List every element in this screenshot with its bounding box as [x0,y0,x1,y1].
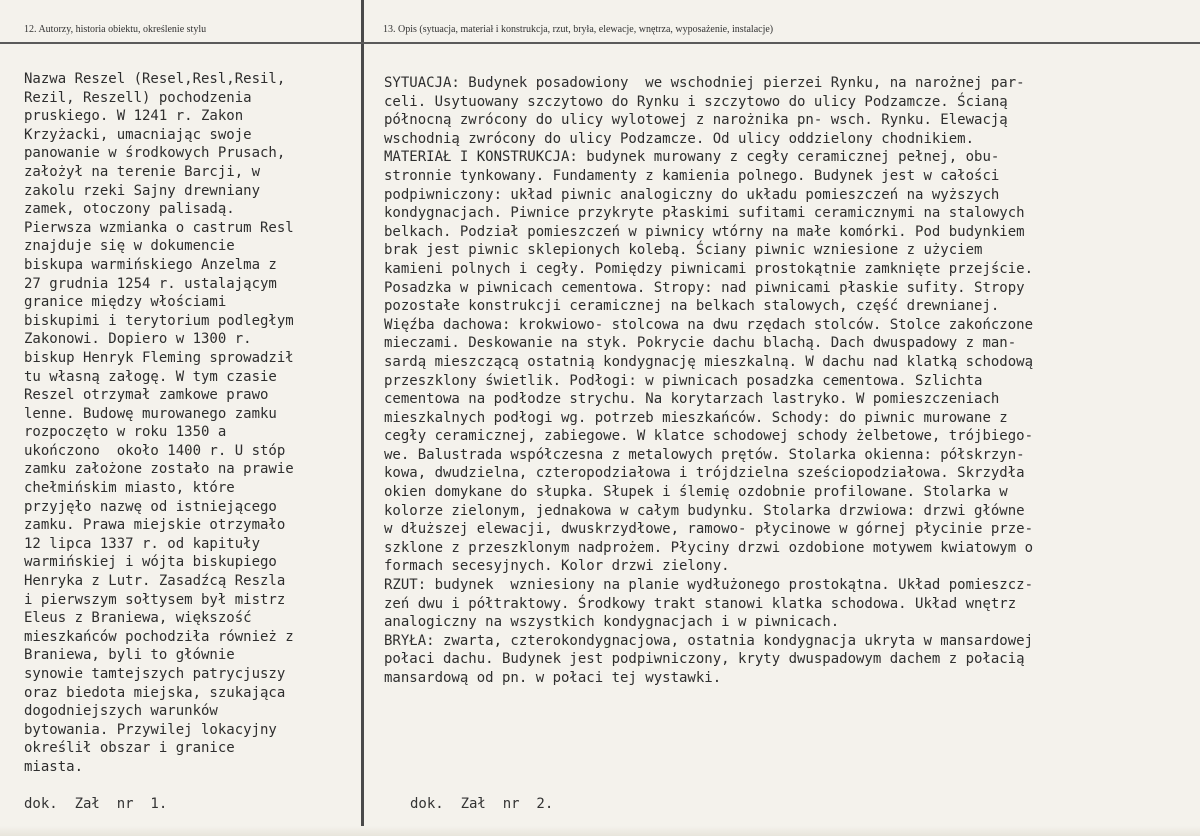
text-line: bytowania. Przywilej lokacyjny [24,721,277,738]
text-line: RZUT: budynek wzniesiony na planie wydłużonego prostokątna. Układ pomieszcz- [384,577,1034,594]
text-line: biskupimi i terytorium podległym [24,312,294,329]
text-line: granice między włościami [24,294,227,311]
section-13-header: 13. Opis (sytuacja, materiał i konstrukcja, rzut, bryła, elewacje, wnętrza, wyposażenie, instalacje) [383,24,774,35]
text-line: stronnie tynkowany. Fundamenty z kamienia polnego. Budynek jest w całości [384,167,1000,184]
text-line: biskupa warmińskiego Anzelma z [24,256,277,273]
text-line: okien domykane do słupka. Słupek i ślemię ozdobnie profilowane. Stolarka w [384,484,1008,501]
text-line: założył na terenie Barcji, w [24,163,261,180]
text-line: miasta. [24,758,84,775]
text-line: 12 lipca 1337 r. od kapituły [24,535,261,552]
text-line: północną zwrócony do ulicy wylotowej z narożnika pn- wsch. Rynku. Elewacją [384,112,1008,129]
attachment-ref-2: dok. Zał nr 2. [410,796,554,812]
text-line: Nazwa Reszel (Resel,Resl,Resil, [24,71,286,87]
text-line: MATERIAŁ I KONSTRUKCJA: budynek murowany z cegły ceramicznej pełnej, obu- [384,149,1000,166]
text-line: cegły ceramicznej, zabiegowe. W klatce schodowej schody żelbetowe, trójbiego- [384,428,1034,445]
text-line: przeszklony świetlik. Podłogi: w piwnicach posadzka cementowa. Szlichta [384,372,983,389]
text-line: mieszkańców pochodziła również z [24,628,294,645]
text-line: zamku. Prawa miejskie otrzymało [24,517,286,534]
text-line: tu własną załogę. W tym czasie [24,368,277,385]
text-line: warmińskiej i wójta biskupiego [24,554,277,571]
text-line: rozpoczęto w roku 1350 a [24,424,227,441]
text-line: mieszkalnych podłogi wg. potrzeb mieszkańców. Schody: do piwnic murowane z [384,409,1008,426]
text-line: Eleus z Braniewa, większość [24,610,252,627]
text-line: 27 grudnia 1254 r. ustalającym [24,275,277,292]
text-line: mansardową od pn. w połaci tej wystawki. [384,670,722,686]
text-line: formach secesyjnych. Kolor drzwi zielony. [384,558,730,575]
text-line: Pierwsza wzmianka o castrum Resl [24,219,294,236]
text-line: mieczami. Deskowanie na styk. Pokrycie dachu blachą. Dach dwuspadowy z man- [384,335,1017,352]
text-line: w dłuższej elewacji, dwuskrzydłowe, ramowo- płycinowe w górnej płycinie prze- [384,521,1034,538]
text-line: kondygnacjach. Piwnice przykryte płaskimi sufitami ceramicznymi na stalowych [384,205,1025,222]
text-line: Braniewa, byli to głównie [24,647,235,664]
text-line: kamieni polnych i cegły. Pomiędzy piwnicami prostokątnie zamknięte przejście. [384,260,1034,277]
text-line: Reszel otrzymał zamkowe prawo [24,387,269,404]
text-line: kolorze zielonym, jednakowa w całym budynku. Stolarka drzwiowa: drzwi główne [384,502,1025,519]
text-line: analogiczny na wszystkich kondygnacjach i w piwnicach. [384,614,840,631]
header-divider [0,42,1200,44]
text-line: znajduje się w dokumencie [24,238,235,255]
text-line: zamku założone zostało na prawie [24,461,294,478]
text-line: pruskiego. W 1241 r. Zakon [24,108,244,125]
text-line: belkach. Podział pomieszczeń w piwnicy wtórny na małe komórki. Pod budynkiem [384,223,1025,240]
text-line: określił obszar i granice [24,740,235,757]
text-line: Zakonowi. Dopiero w 1300 r. [24,331,252,348]
text-line: panowanie w środkowych Prusach, [24,145,286,162]
text-line: podpiwniczony: układ piwnic analogiczny do układu pomieszczeń na wyższych [384,186,1000,203]
text-line: brak jest piwnic sklepionych kolebą. Ściany piwnic wzniesione z użyciem [384,242,983,259]
text-line: szklone z przeszklonym nadprożem. Płyciny drzwi ozdobione motywem kwiatowym o [384,539,1034,556]
text-line: sardą mieszczącą ostatnią kondygnację mieszkalną. W dachu nad klatką schodową [384,353,1034,370]
text-line: wschodnią zwrócony do ulicy Podzamcze. Od ulicy oddzielony chodnikiem. [384,130,975,147]
text-line: Rezil, Reszell) pochodzenia [24,89,252,106]
text-line: pozostałe konstrukcji ceramicznej na belkach stalowych, część drewnianej. [384,298,1000,315]
history-text [24,70,354,777]
text-line: biskup Henryk Fleming sprowadził [24,349,294,366]
section-12-header: 12. Autorzy, historia obiektu, określenie stylu [24,24,207,35]
text-line: ukończono około 1400 r. U stóp [24,442,286,459]
text-line: synowie tamtejszych patrycjuszy [24,666,286,682]
text-line: Henryka z Lutr. Zasadźcą Reszla [24,573,286,590]
text-line: dogodniejszych warunków [24,703,218,720]
text-line: cementowa na podłodze strychu. Na korytarzach lastryko. W pomieszczeniach [384,391,1000,408]
text-line: zamek, otoczony palisadą. [24,201,235,218]
text-line: połaci dachu. Budynek jest podpiwniczony, kryty dwuspadowym dachem z połacią [384,651,1025,668]
column-divider [361,0,364,836]
text-line: SYTUACJA: Budynek posadowiony we wschodniej pierzei Rynku, na narożnej par- [384,75,1025,91]
text-line: chełmińskim miasto, które [24,480,235,497]
text-line: przyjęło nazwę od istniejącego [24,498,277,515]
page-edge [0,826,1200,836]
text-line: zeń dwu i półtraktowy. Środkowy trakt stanowi klatka schodowa. Układ wnętrz [384,595,1017,612]
description-text [384,74,1184,688]
text-line: zakolu rzeki Sajny drewniany [24,182,261,199]
text-line: i pierwszym sołtysem był mistrz [24,591,286,608]
text-line: Krzyżacki, umacniając swoje [24,126,252,143]
text-line: oraz biedota miejska, szukająca [24,684,286,701]
attachment-ref-1: dok. Zał nr 1. [24,796,168,812]
text-line: celi. Usytuowany szczytowo do Rynku i szczytowo do ulicy Podzamcze. Ścianą [384,93,1008,110]
text-line: Więźba dachowa: krokwiowo- stolcowa na dwu rzędach stolców. Stolce zakończone [384,316,1034,333]
text-line: kowa, dwudzielna, czteropodziałowa i trójdzielna sześciopodziałowa. Skrzydła [384,465,1025,482]
text-line: lenne. Budowę murowanego zamku [24,405,277,422]
text-line: Posadzka w piwnicach cementowa. Stropy: nad piwnicami płaskie sufity. Stropy [384,279,1025,296]
text-line: BRYŁA: zwarta, czterokondygnacjowa, ostatnia kondygnacja ukryta w mansardowej [384,632,1034,649]
text-line: we. Balustrada współczesna z metalowych prętów. Stolarka okienna: półskrzyn- [384,446,1025,463]
